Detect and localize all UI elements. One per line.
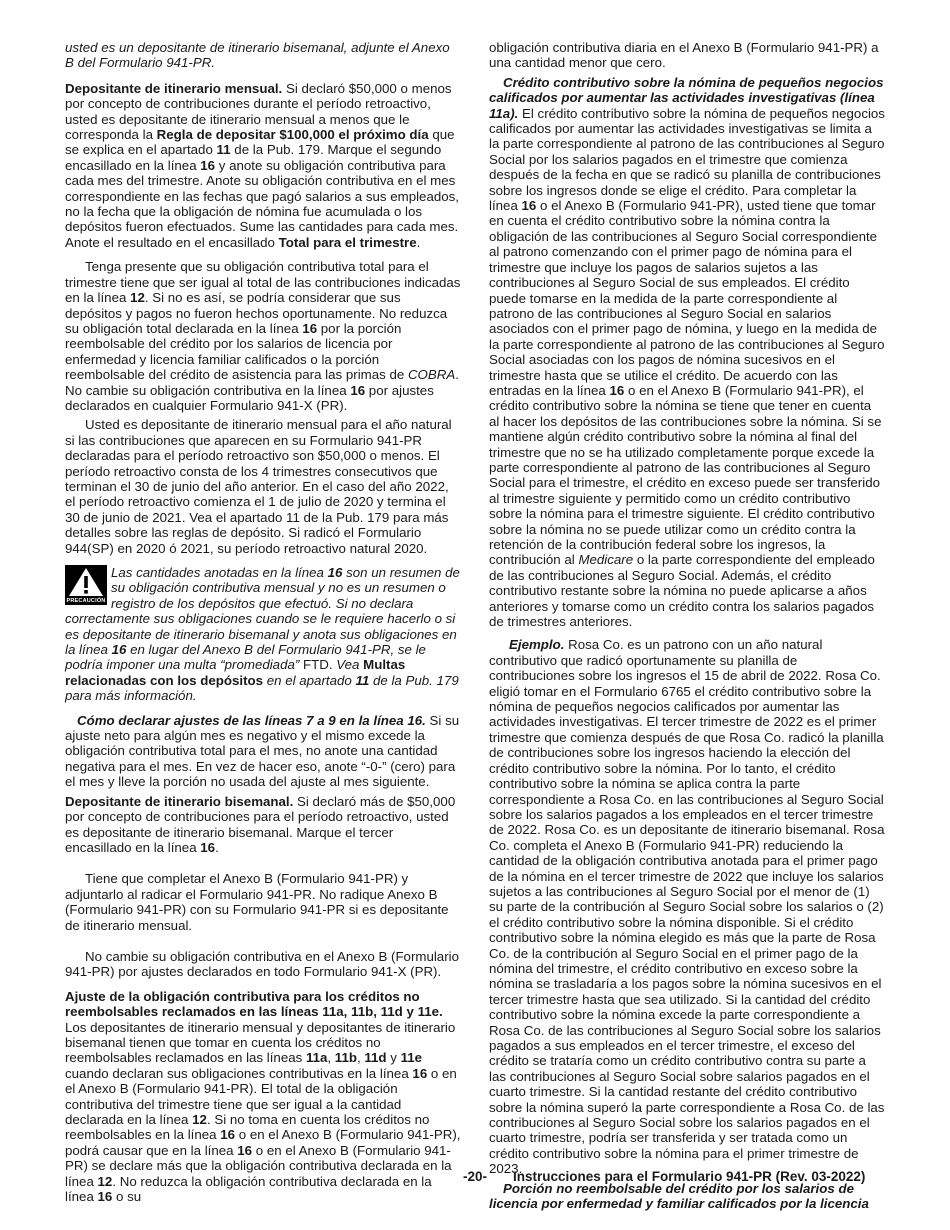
text-run: cuando declaran sus obligaciones contributivas en la línea	[65, 1065, 413, 1081]
mensual-paragraph	[65, 81, 461, 250]
bold-run: Regla de depositar $100,000 el próximo día	[156, 127, 429, 143]
text-run: Las cantidades anotadas en la línea	[111, 565, 328, 580]
warning-triangle-icon	[65, 565, 107, 599]
text-run: Vea	[336, 657, 364, 673]
bisemanal-paragraph	[65, 794, 461, 856]
ejemplo-heading: Ejemplo.	[509, 637, 565, 653]
bold-run: 16	[97, 1189, 113, 1205]
ajustes-paragraph	[65, 713, 461, 790]
usted-paragraph: Usted es depositante de itinerario mensual para el año natural si las contribuciones que aparecen en su Formulario 941-PR declaradas para el período retroactivo son $50,000 o menos. El período retroactivo consta de los 4 trimestres consecutivos que terminan el 30 de junio del año anterior. En el caso del año 2022, el período retroactivo comienza el 1 de julio de 2020 y termina el 30 de junio de 2021. Vea el apartado 11 de la Pub. 179 para más detalles sobre las reglas de depósito. Si radicó el Formulario 944(SP) en 2020 ó 2021, su período retroactivo natural 2020.	[65, 417, 452, 556]
bold-run: 12	[130, 290, 145, 306]
caution-text	[65, 565, 461, 704]
nocambie-paragraph: No cambie su obligación contributiva en el Anexo B (Formulario 941-PR) por ajustes declarados en todo Formulario 941-X (PR).	[65, 948, 459, 980]
text-run: El crédito contributivo sobre la nómina de pequeños negocios calificados por aumentar las actividades investigativas se limita a la parte correspondiente al patrono de las contribuciones al Seguro Social por los salarios pagados en el trimestre que comienza después de la fecha en que se radicó su planilla de contribuciones sobre los ingresos donde se elige el crédito. Para completar la línea	[489, 105, 885, 214]
text-run: Si declaró $50,000 o menos por concepto de contribuciones durante el período retroactivo, usted es depositante de itinerario mensual a menos que le corresponda la	[65, 80, 452, 143]
ajustes-heading: Cómo declarar ajustes de las líneas 7 a 9 en la línea 16.	[77, 712, 426, 728]
credito-paragraph	[489, 75, 885, 630]
caution-icon	[65, 565, 107, 605]
left-column	[65, 40, 461, 1213]
text-run: o la parte correspondiente del empleado de las contribuciones al Seguro Social. Además, el crédito contributivo restante sobre la nómina no puede aplicarse a años anteriores y tomarse como un crédito contra los salarios pagados de trimestres anteriores.	[489, 552, 875, 630]
bold-run: Multas relacionadas con los depósitos	[65, 657, 406, 688]
text-run: en el apartado	[263, 672, 356, 688]
text-run: que se explica en el apartado	[65, 127, 455, 158]
text-run: son un resumen de su obligación contributiva mensual y no es un resumen o registro de los depósitos que efectuó. Si no declara correctamente sus obligaciones cuando se le requiere hacerlo o si es depositante de itinerario bisemanal y anota sus obligaciones en la línea	[65, 565, 460, 658]
bold-run: Total para el trimestre	[278, 234, 417, 250]
text-run: en lugar del Anexo B del Formulario 941-PR, se le podría imponer una multa “promediada”	[65, 642, 426, 673]
text-run: . Si no toma en cuenta los créditos no reembolsables en la línea	[65, 1112, 430, 1143]
bold-run: 11	[355, 672, 370, 688]
bold-run: 16	[412, 1065, 428, 1081]
text-run: o su	[112, 1189, 142, 1205]
mensual-heading: Depositante de itinerario mensual.	[65, 80, 283, 96]
bold-run: 16	[220, 1127, 236, 1143]
bold-run: 16	[200, 157, 216, 173]
text-run: Los depositantes de itinerario mensual y depositantes de itinerario bisemanal tienen que tomar en cuenta los créditos no reembolsables reclamados en las líneas	[65, 1019, 456, 1066]
italic-run: COBRA	[407, 367, 456, 383]
tenga-paragraph	[65, 259, 461, 413]
right-intro-paragraph: obligación contributiva diaria en el Anexo B (Formulario 941-PR) a una cantidad menor que cero.	[489, 40, 879, 71]
caution-box	[65, 565, 461, 704]
ajuste-obligacion-paragraph	[65, 989, 461, 1205]
bold-run: 16	[237, 1142, 253, 1158]
text-run: o en el Anexo B (Formulario 941-PR), podrá causar que en la línea	[65, 1127, 461, 1158]
caution-label: PRECAUCIÓN	[66, 598, 106, 604]
ejemplo-paragraph	[489, 637, 885, 1176]
bisemanal-heading: Depositante de itinerario bisemanal.	[65, 793, 294, 809]
text-run: .	[215, 839, 219, 855]
bold-run: 11b	[334, 1050, 357, 1066]
text-run: Si declaró más de $50,000 por concepto de contribuciones para el período retroactivo, usted es depositante de itinerario bisemanal. Marque el tercer encasillado en la línea	[65, 793, 456, 855]
bold-run: 16	[302, 320, 318, 336]
bold-run: 16	[111, 642, 127, 658]
bold-run: 16	[200, 839, 216, 855]
footer-title: Instrucciones para el Formulario 941-PR (Rev. 03-2022)	[513, 1169, 866, 1184]
right-column	[489, 40, 885, 1220]
left-intro-paragraph: usted es un depositante de itinerario bisemanal, adjunte el Anexo B del Formulario 941-PR.	[65, 40, 450, 71]
text-run: y anote su obligación contributiva para cada mes del trimestre. Anote su obligación contributiva en el mes correspondiente en las fechas que pagó salarios a sus empleados, no la fecha que la obligación de nómina fue acumulada o los depósitos fueron efectuados. Sume las cantidades para cada mes. Anote el resultado en el encasillado	[65, 157, 459, 250]
text-run: o el Anexo B (Formulario 941-PR), usted tiene que tomar en cuenta el crédito contributivo sobre la nómina contra la obligación de las contribuciones al Seguro Social correspondiente al patrono comenzando con el primer pago de nómina para el trimestre que incluye los pagos de salarios sujetos a las contribuciones al Seguro Social de sus empleados. El crédito puede tomarse en la medida de la parte correspondiente al patrono de las contribuciones al Seguro Social en salarios asociados con el primer pago de nómina, y luego en la medida de la parte correspondiente al patrono de las contribuciones al Seguro Social asociadas con los pagos de nómina sucesivos en el trimestre hasta que se utilice el crédito. De acuerdo con las entradas en la línea	[489, 198, 885, 398]
bold-run: 12	[97, 1173, 113, 1189]
text-run: Si su ajuste neto para algún mes es negativo y el mismo excede la obligación contributiva total para el mes, no anote una cantidad negativa para el mes. En vez de hacer eso, anote “-0-” (cero) para el mes y lleve la porción no usada del ajuste al mes siguiente.	[65, 712, 460, 790]
text-run: de la Pub. 179. Marque el segundo encasillado en la línea	[65, 142, 442, 173]
bold-run: 11d	[364, 1050, 387, 1066]
text-run: de la Pub. 179 para más información.	[65, 672, 459, 704]
text-run: por ajustes declarados en cualquier Formulario 941-X (PR).	[65, 382, 434, 413]
text-run: ,	[327, 1050, 335, 1066]
text-run: . Si no es así, se podría considerar que sus depósitos y pagos no fueron hechos oportunamente. No reduzca su obligación total declarada en la línea	[65, 290, 448, 336]
text-run: o en el Anexo B (Formulario 941-PR), el crédito contributivo sobre la nómina se tiene que tener en cuenta al hacer los depósitos de las contribuciones sobre la nómina. Si se mantiene algún crédito contributivo sobre la nómina al final del trimestre que no se ha utilizado completamente porque excede la parte correspondiente al patrono de las contribuciones al Seguro Social para el trimestre, el crédito en exceso puede ser transferido al trimestre siguiente y permitido como un crédito contributivo sobre la nómina para el trimestre siguiente. El crédito contributivo sobre la nómina no se puede utilizar como un crédito contra la retención de la contribución federal sobre los ingresos, la contribución al	[489, 382, 882, 568]
text-run: . No reduzca la obligación contributiva declarada en la línea	[65, 1173, 432, 1205]
bold-run: 16	[350, 382, 366, 398]
text-run: Rosa Co. es un patrono con un año natural contributivo que radicó oportunamente su planilla de contribuciones sobre los ingresos el 15 de abril de 2022. Rosa Co. eligió tomar en el Formulario 6765 el crédito contributivo sobre la nómina de pequeños negocios calificados por aumentar las actividades investigativas. El tercer trimestre de 2022 es el primer trimestre que comienza después de que Rosa Co. radicó la planilla de contribuciones sobre los ingresos haciendo la elección del crédito contributivo sobre la nómina. Por lo tanto, el crédito contributivo sobre la nómina se aplica contra la parte correspondiente a Rosa Co. en las contribuciones al Seguro Social sobre los salarios pagados a los empleados en el tercer trimestre de 2022. Rosa Co. es un depositante de itinerario bisemanal. Rosa Co. completa el Anexo B (Formulario 941-PR) reduciendo la cantidad de la obligación contributiva anotada para el primer pago de la nómina en el tercer trimestre de 2022 que incluye los salarios sujetos a las contribuciones al Seguro Social por el menor de (1) su parte de la contribución al Seguro Social sobre los salarios o (2) el crédito contributivo sobre la nómina disponible. Si el crédito contributivo sobre la nómina elegido es más que la parte de Rosa Co. de la contribución al Seguro Social en el primer pago de la nómina del trimestre, el crédito contributivo en exceso sobre la nómina se trasladaría a los pagos sobre la nómina sucesivos en el tercer trimestre hasta que sea utilizado. Si la cantidad del crédito contributivo sobre la nómina excede la parte correspondiente a Rosa Co. de las contribuciones al Seguro Social sobre los salarios pagados a sus empleados en el tercer trimestre, el exceso del crédito se trataría como un crédito contributivo contra su parte a las contribuciones al Seguro Social sobre salarios pagados en el cuarto trimestre. Si la cantidad restante del crédito contributivo sobre la nómina superó la parte correspondiente a Rosa Co. de las contribuciones al Seguro Social sobre los salarios pagados en el cuarto trimestre, podría ser transferida y ser tratada como un crédito contributivo sobre la nómina para el primer trimestre de 2023.	[489, 637, 885, 1177]
bold-run: 11	[216, 142, 231, 158]
text-run: Tenga presente que su obligación contributiva total para el trimestre tiene que ser igual al total de las contribuciones indicadas en la línea	[65, 259, 461, 306]
text-run: . No cambie su obligación contributiva en la línea	[65, 367, 459, 398]
bold-run: 16	[521, 198, 537, 214]
text-run: o en el Anexo B (Formulario 941-PR) se declare más que la obligación contributiva declarada en la línea	[65, 1142, 452, 1189]
porcion-heading: Porción no reembolsable del crédito por los salarios de licencia por enfermedad y familiar calificados por la licencia	[489, 1180, 869, 1212]
page-number: -20-	[463, 1169, 488, 1184]
italic-run: Medicare	[578, 552, 634, 568]
bold-run: 16	[609, 382, 625, 398]
bold-run: 16	[327, 565, 343, 580]
ajuste-obligacion-heading: Ajuste de la obligación contributiva para los créditos no reembolsables reclamados en las líneas 11a, 11b, 11d y 11e.	[65, 988, 443, 1020]
text-run: ,	[356, 1050, 365, 1066]
credito-heading: Crédito contributivo sobre la nómina de pequeños negocios calificados por aumentar las actividades investigativas (línea 11a).	[489, 74, 884, 121]
bold-run: 11e	[400, 1050, 423, 1066]
text-run: FTD.	[299, 657, 337, 673]
text-run: .	[416, 234, 421, 250]
bold-run: 11a	[305, 1050, 328, 1066]
text-run: por la porción reembolsable del crédito por los salarios de licencia por enfermedad y licencia familiar calificados o la porción reembolsable del crédito de asistencia para las primas de	[65, 320, 408, 383]
bold-run: 12	[192, 1112, 207, 1127]
text-run: y	[386, 1050, 401, 1066]
text-run: o en el Anexo B (Formulario 941-PR). El total de la obligación contributiva del trimestre tiene que ser igual a la cantidad declarada en la línea	[65, 1065, 457, 1127]
tiene-paragraph: Tiene que completar el Anexo B (Formulario 941-PR) y adjuntarlo al radicar el Formulario 941-PR. No radique Anexo B (Formulario 941-PR) con su Formulario 941-PR si es depositante de itinerario mensual.	[65, 871, 449, 933]
